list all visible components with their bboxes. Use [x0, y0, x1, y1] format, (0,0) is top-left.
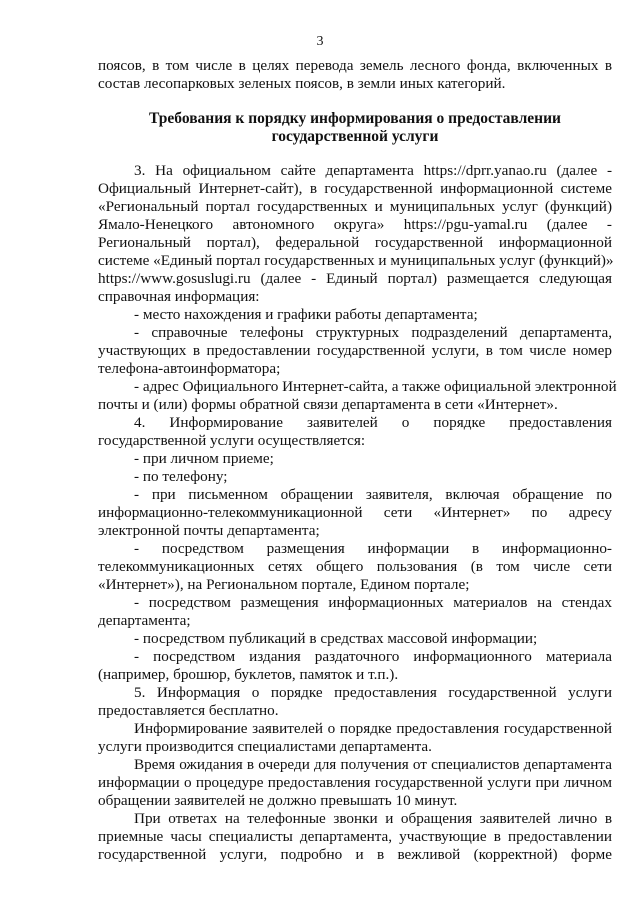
page-number: 3: [316, 34, 324, 49]
text-line: - при письменном обращении заявителя, включая обращение по: [134, 486, 612, 503]
text-line: информационно-телекоммуникационной сети «Интернет» по адресу: [98, 504, 612, 521]
text-line: почты и (или) формы обратной связи департамента в сети «Интернет».: [98, 396, 558, 413]
text-line: телекоммуникационных сетях общего пользования (в том числе сети: [98, 558, 612, 575]
text-line: электронной почты департамента;: [98, 522, 320, 539]
text-line: 5. Информация о порядке предоставления государственной услуги: [134, 684, 612, 701]
text-line: - при личном приеме;: [134, 450, 274, 467]
text-line: - по телефону;: [134, 468, 228, 485]
text-line: - посредством публикаций в средствах массовой информации;: [134, 630, 538, 647]
text-line: - посредством размещения информации в информационно-: [134, 540, 612, 557]
section-heading-line-1: Требования к порядку информирования о предоставлении: [149, 110, 561, 127]
text-line: участвующих в предоставлении государственной услуги, в том числе номер: [98, 342, 612, 359]
text-line: Время ожидания в очереди для получения от специалистов департамента: [134, 756, 612, 773]
text-line: 4. Информирование заявителей о порядке предоставления: [134, 414, 612, 431]
text-line: государственной услуги, подробно и в вежливой (корректной) форме: [98, 846, 612, 863]
text-line: 3. На официальном сайте департамента https://dprr.yanao.ru (далее -: [134, 162, 612, 179]
text-line: системе «Единый портал государственных и муниципальных услуг (функций)»: [98, 252, 614, 269]
text-line: «Региональный портал государственных и муниципальных услуг (функций): [98, 198, 612, 215]
text-line: Официальный Интернет-сайт), в государственной информационной системе: [98, 180, 612, 197]
text-line: Информирование заявителей о порядке предоставления государственной: [134, 720, 612, 737]
text-line: Региональный портал), федеральной государственной информационной: [98, 234, 612, 251]
text-line: Ямало-Ненецкого автономного округа» https://pgu-yamal.ru (далее -: [98, 216, 612, 233]
text-line: информации о процедуре предоставления государственной услуги при личном: [98, 774, 612, 791]
text-line: телефона-автоинформатора;: [98, 360, 281, 377]
text-line: приемные часы специалисты департамента, участвующие в предоставлении: [98, 828, 612, 845]
text-line: При ответах на телефонные звонки и обращения заявителей лично в: [134, 810, 612, 827]
text-line: состав лесопарковых зеленых поясов, в земли иных категорий.: [98, 75, 506, 92]
text-line: - посредством размещения информационных материалов на стендах: [134, 594, 612, 611]
section-heading-line-2: государственной услуги: [271, 128, 439, 145]
text-line: государственной услуги осуществляется:: [98, 432, 366, 449]
text-line: - справочные телефоны структурных подразделений департамента,: [134, 324, 612, 341]
text-line: «Интернет»), на Региональном портале, Едином портале;: [98, 576, 470, 593]
text-line: обращении заявителей не должно превышать 10 минут.: [98, 792, 458, 809]
text-line: поясов, в том числе в целях перевода земель лесного фонда, включенных в: [98, 57, 612, 74]
text-line: услуги производится специалистами департамента.: [98, 738, 432, 755]
text-line: - посредством издания раздаточного информационного материала: [134, 648, 612, 665]
text-line: - место нахождения и графики работы департамента;: [134, 306, 478, 323]
text-line: справочная информация:: [98, 288, 260, 305]
text-line: https://www.gosuslugi.ru (далее - Единый портал) размещается следующая: [98, 270, 612, 287]
text-line: (например, брошюр, буклетов, памяток и т.п.).: [98, 666, 399, 683]
text-line: департамента;: [98, 612, 191, 629]
text-line: предоставляется бесплатно.: [98, 702, 279, 719]
text-line: - адрес Официального Интернет-сайта, а также официальной электронной: [134, 378, 617, 395]
